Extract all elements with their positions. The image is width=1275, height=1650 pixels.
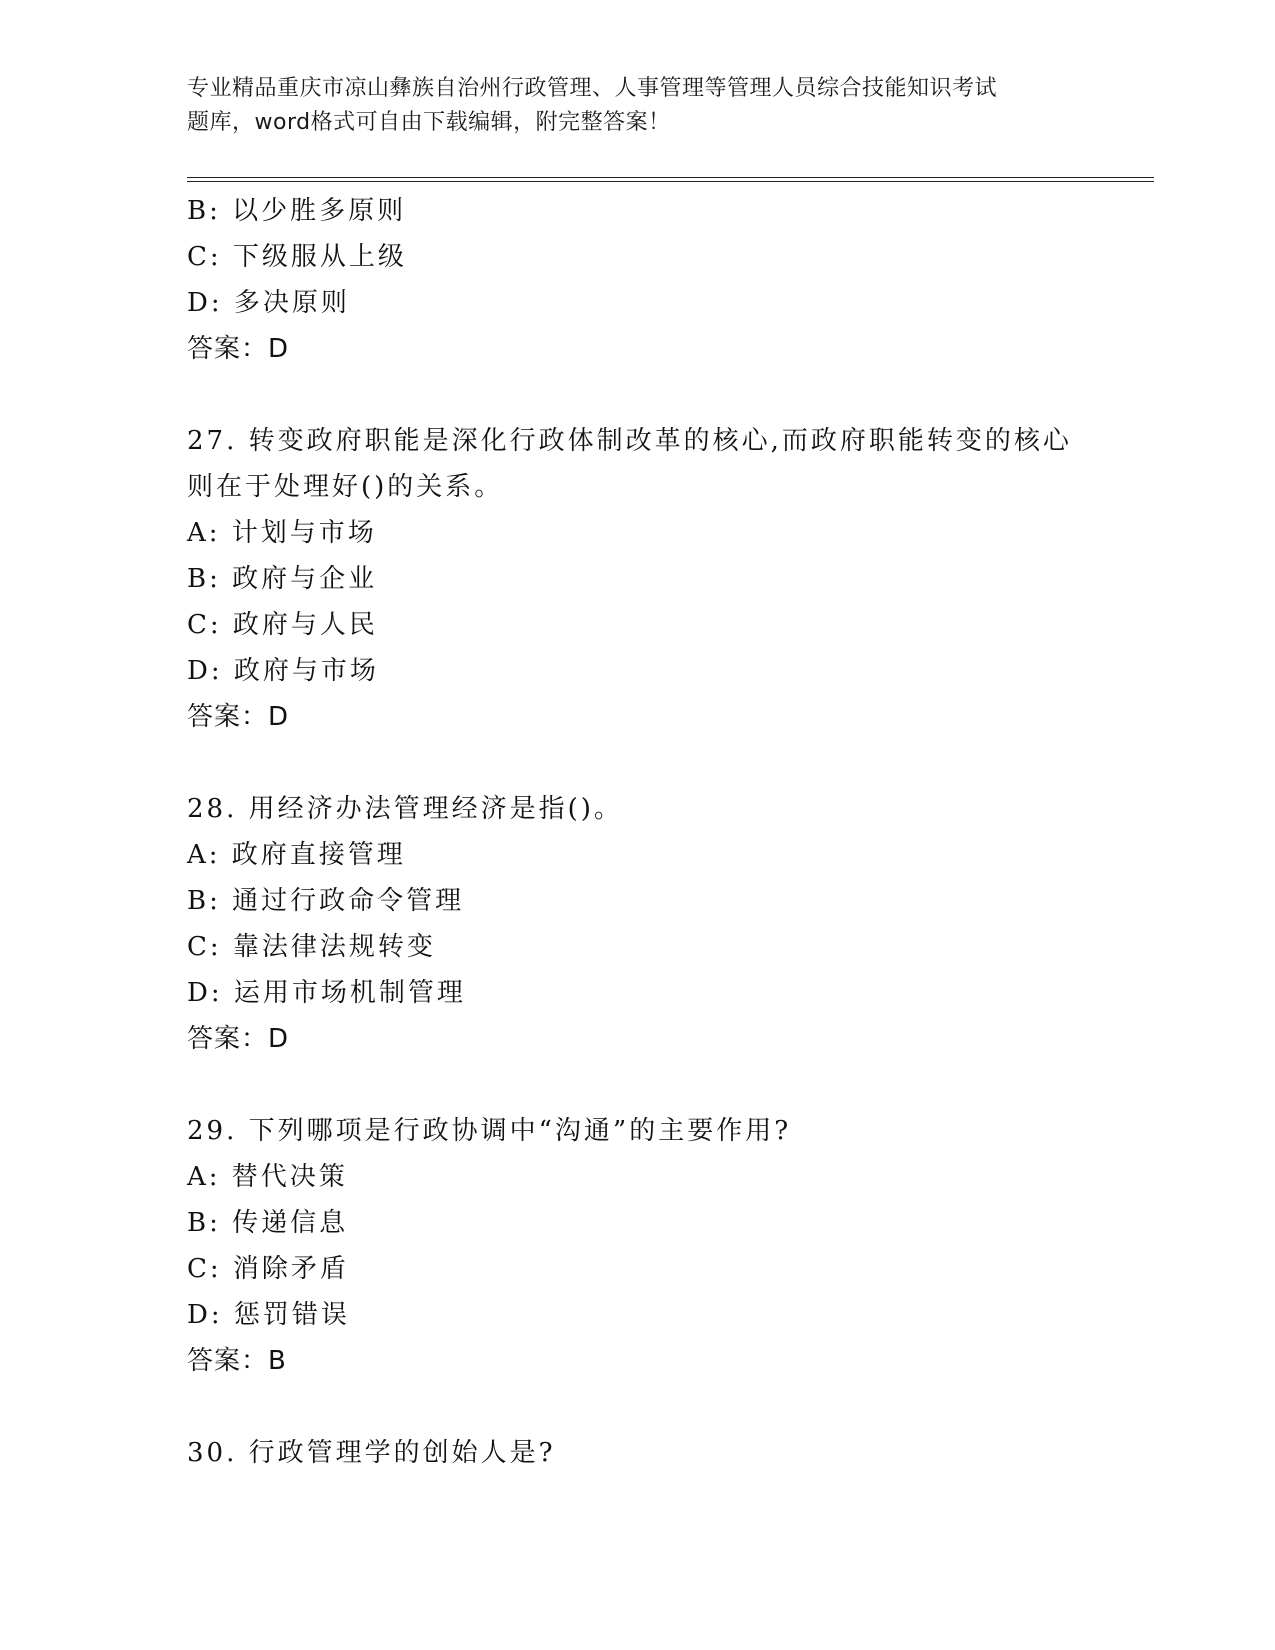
option-a: A: 政府直接管理: [187, 840, 406, 870]
continued-question: [187, 188, 1154, 372]
question-28: [187, 786, 1154, 1062]
question-stem: 27. 转变政府职能是深化行政体制改革的核心,而政府职能转变的核心: [187, 426, 1072, 456]
option-b: B: 传递信息: [187, 1208, 349, 1238]
question-27: [187, 418, 1154, 740]
option-d: D: 多决原则: [187, 288, 350, 318]
option-a: A: 替代决策: [187, 1162, 348, 1192]
question-stem: 29. 下列哪项是行政协调中“沟通”的主要作用?: [187, 1116, 792, 1146]
question-29: [187, 1108, 1154, 1384]
header-line-1: 专业精品重庆市凉山彝族自治州行政管理、人事管理等管理人员综合技能知识考试: [187, 76, 998, 101]
option-b: B: 通过行政命令管理: [187, 886, 465, 916]
header-line-2: 题库，word格式可自由下载编辑，附完整答案！: [187, 110, 671, 135]
answer: 答案：D: [187, 334, 290, 364]
option-a: A: 计划与市场: [187, 518, 377, 548]
option-b: B: 以少胜多原则: [187, 196, 407, 226]
option-d: D: 惩罚错误: [187, 1300, 350, 1330]
answer: 答案：D: [187, 702, 290, 732]
option-b: B: 政府与企业: [187, 564, 378, 594]
option-c: C: 下级服从上级: [187, 242, 407, 272]
question-stem-continued: 则在于处理好()的关系。: [187, 472, 504, 502]
question-stem: 28. 用经济办法管理经济是指()。: [187, 794, 623, 824]
option-d: D: 运用市场机制管理: [187, 978, 466, 1008]
answer: 答案：D: [187, 1024, 290, 1054]
option-c: C: 消除矛盾: [187, 1254, 349, 1284]
question-30: [187, 1430, 1154, 1476]
header-divider: [187, 177, 1154, 182]
document-header: [187, 72, 1087, 140]
document-body: [187, 188, 1154, 1476]
answer: 答案：B: [187, 1346, 287, 1376]
option-d: D: 政府与市场: [187, 656, 379, 686]
question-stem: 30. 行政管理学的创始人是?: [187, 1438, 556, 1468]
option-c: C: 政府与人民: [187, 610, 378, 640]
option-c: C: 靠法律法规转变: [187, 932, 436, 962]
